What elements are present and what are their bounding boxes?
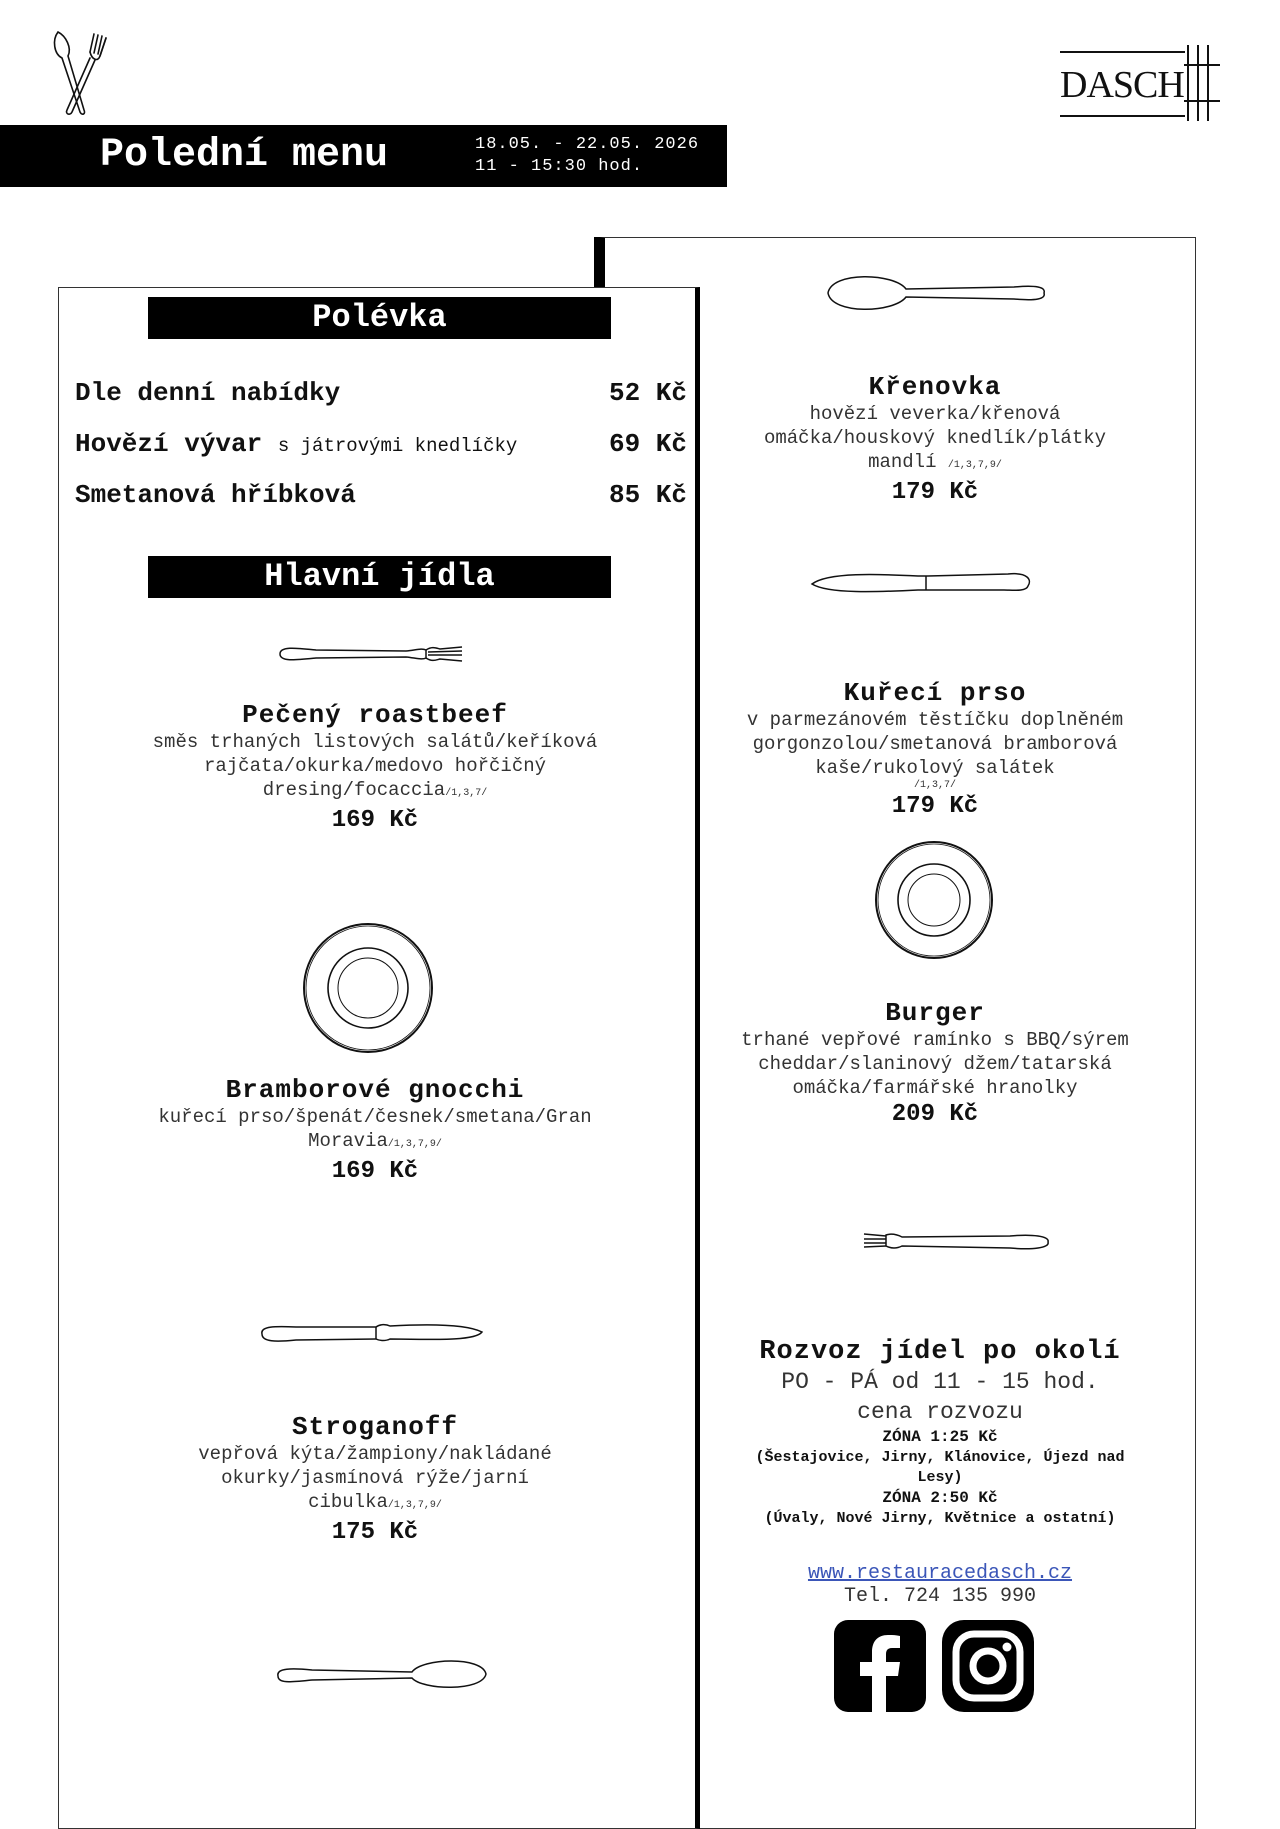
soup-price: 69 Kč [608,429,687,459]
soup-item [75,378,687,414]
dish-description: směs trhaných listových salátů/keříková [152,731,598,753]
delivery-zone-area: (Šestajovice, Jirny, Klánovice, Újezd nad [755,1449,1125,1466]
plate-icon [872,838,996,962]
dish-item [110,700,640,836]
dish-name: Bramborové gnocchi [225,1075,525,1105]
dish-item [110,1075,640,1187]
soup-note: s játrovými knedlíčky [277,435,518,457]
dish-price: 179 Kč [891,793,979,820]
soup-name: Smetanová hříbková [75,480,356,510]
delivery-zone-area: Lesy) [917,1469,963,1486]
dish-item [700,998,1170,1130]
dish-description: mandlí [868,451,948,473]
soup-name: Dle denní nabídky [75,378,341,408]
delivery-heading: Rozvoz jídel po okolí [759,1337,1121,1367]
dish-price: 179 Kč [891,479,979,506]
knife-icon [256,1312,488,1354]
dish-name: Burger [885,998,985,1028]
dish-price: 175 Kč [331,1519,419,1546]
dish-description: dresing/focaccia [262,779,446,801]
fork-icon [276,636,466,672]
delivery-zone: ZÓNA 2:50 Kč [882,1489,998,1507]
dish-item [110,1412,640,1548]
dish-description: rajčata/okurka/medovo hořčičný [203,755,547,777]
allergens: /1,3,7,9/ [387,1139,442,1150]
date-bar [457,125,727,187]
page-title: Polední menu [100,133,389,178]
dish-price: 209 Kč [891,1101,979,1128]
dish-description: gorgonzolou/smetanová bramborová [752,733,1118,755]
facebook-icon[interactable] [834,1620,926,1712]
dish-name: Křenovka [868,372,1002,402]
soup-price: 85 Kč [608,480,687,510]
dish-description: Moravia [308,1130,388,1152]
delivery-zone: ZÓNA 1:25 Kč [882,1428,998,1446]
opening-hours: 11 - 15:30 hod. [475,157,644,176]
plate-icon [300,920,436,1056]
soup-price: 52 Kč [608,378,687,408]
phone-number: Tel. 724 135 990 [843,1585,1037,1608]
spoon-icon [272,1648,492,1700]
allergens: /1,3,7/ [913,780,956,791]
knife-icon [808,564,1034,600]
dish-item [700,678,1170,822]
delivery-zone-area: (Úvaly, Nové Jirny, Květnice a ostatní) [764,1510,1116,1527]
delivery-price-label: cena rozvozu [857,1399,1023,1425]
fork-icon [860,1222,1052,1260]
brand-name: DASCH [1060,64,1184,106]
soup-item [75,429,687,465]
instagram-icon[interactable] [942,1620,1034,1712]
dish-price: 169 Kč [331,1158,419,1185]
dish-description: hovězí veverka/křenová [809,403,1061,425]
menu-panel-left [58,287,700,1829]
dish-description: omáčka/farmářské hranolky [792,1077,1078,1099]
dish-price: 169 Kč [331,807,419,834]
dish-item [700,372,1170,508]
dish-description: kaše/rukolový salátek [815,757,1055,779]
spoon-icon [824,265,1048,319]
date-range: 18.05. - 22.05. 2026 [475,135,700,154]
dish-description: cibulka [308,1491,388,1513]
fork-knife-icon [50,28,110,116]
dish-description: omáčka/houskový knedlík/plátky [763,427,1107,449]
dish-description: okurky/jasmínová rýže/jarní [221,1467,529,1489]
section-heading-mains: Hlavní jídla [148,556,611,598]
dish-description: cheddar/slaninový džem/tatarská [758,1053,1112,1075]
delivery-hours: PO - PÁ od 11 - 15 hod. [781,1369,1099,1395]
title-bar [0,125,457,187]
soup-name: Hovězí vývar [75,429,263,459]
delivery-info [700,1337,1180,1529]
dish-description: trhané vepřové ramínko s BBQ/sýrem [741,1029,1129,1051]
dish-name: Kuřecí prso [843,678,1027,708]
dish-name: Pečený roastbeef [242,700,508,730]
allergens: /1,3,7/ [445,788,488,799]
dish-description: vepřová kýta/žampiony/nakládané [198,1443,552,1465]
dish-description: kuřecí prso/špenát/česnek/smetana/Gran [158,1106,592,1128]
contact-info [700,1562,1180,1608]
allergens: /1,3,7,9/ [387,1500,442,1511]
website-link[interactable]: www.restauracedasch.cz [807,1562,1073,1585]
brand-logo [1060,45,1220,121]
section-heading-soup: Polévka [148,297,611,339]
soup-item [75,480,687,516]
dish-description: v parmezánovém těstíčku doplněném [746,709,1124,731]
dish-name: Stroganoff [291,1412,459,1442]
allergens: /1,3,7,9/ [947,460,1002,471]
